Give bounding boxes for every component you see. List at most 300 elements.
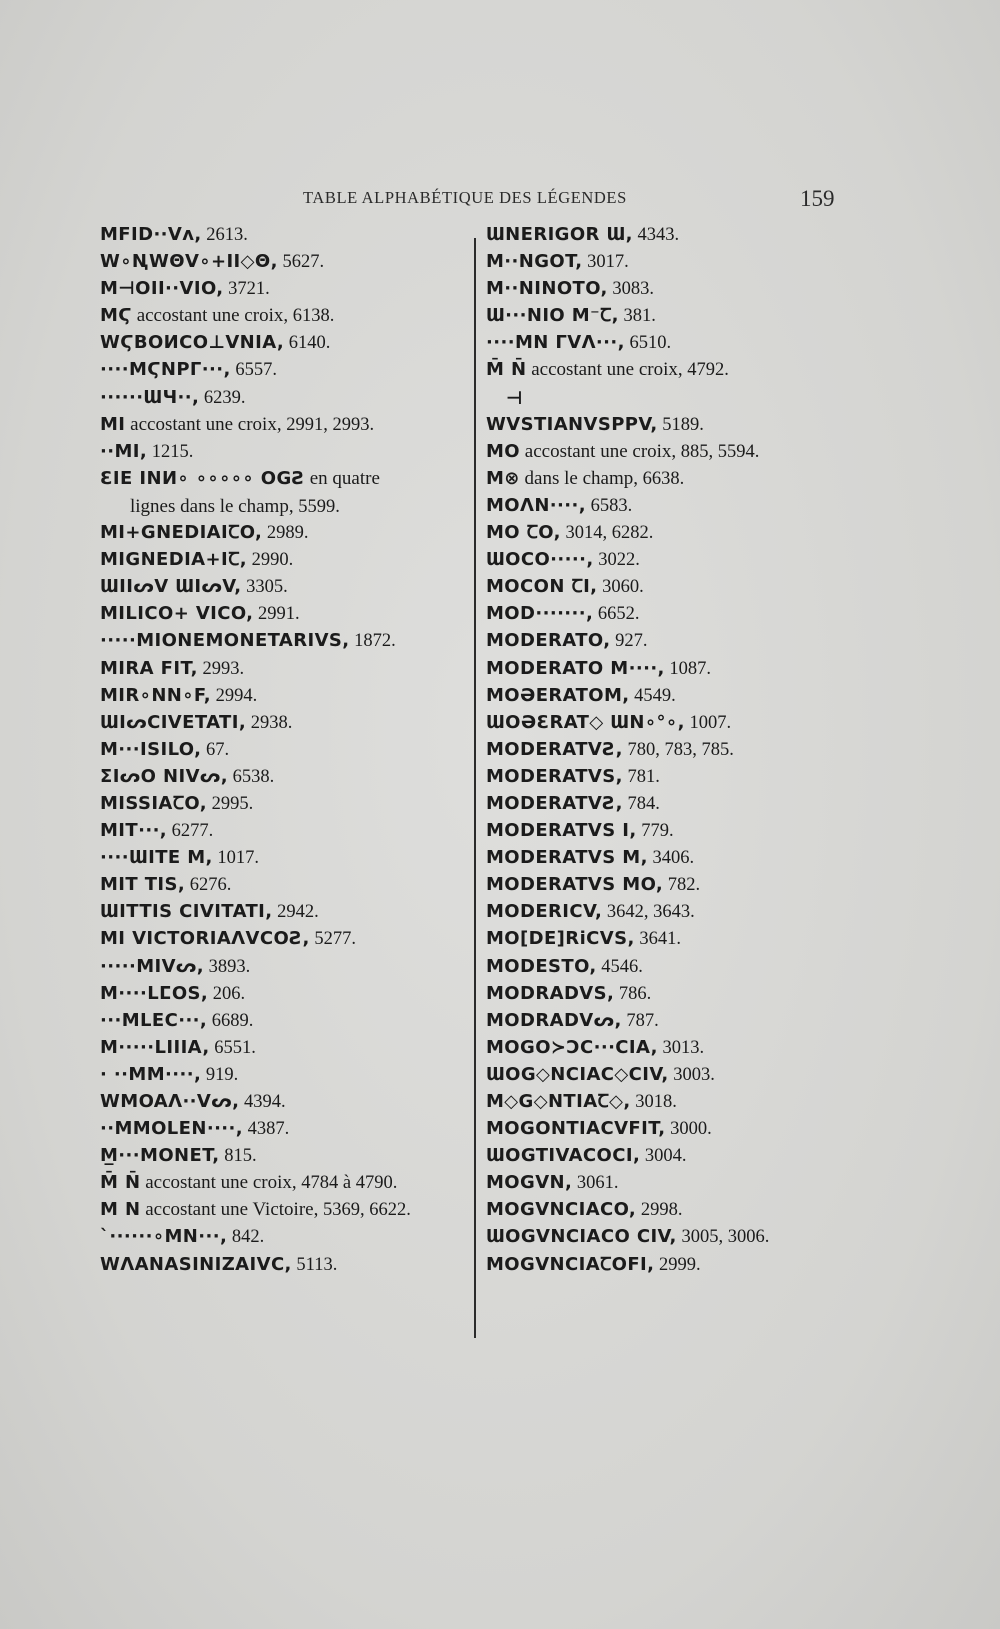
coin-reference: 782. [663,875,701,896]
entry-line [100,252,324,272]
legend-text: ƐIE INИ∘ ∘∘∘∘∘ OGƧ [100,467,305,489]
right-column [486,221,816,1278]
index-entry [486,1169,816,1196]
legend-text: M⊗ [486,467,520,489]
entry-line [100,604,300,624]
coin-reference: 6689. [207,1010,254,1031]
coin-reference: 781. [622,766,660,787]
coin-reference: 3005, 3006. [676,1227,770,1248]
legend-text: ƜOGTIVACOCI, [486,1145,641,1167]
index-entry [100,1251,470,1278]
entry-line [100,442,193,462]
index-entry [486,302,816,329]
index-entry [100,1223,470,1250]
legend-text: WϚBOИCO⊥VNIA, [100,332,285,354]
legend-text: MI+GNEDIAIꞆO, [100,522,263,544]
legend-text: MOΛN····, [486,494,586,516]
legend-text: MOGVNCIACO, [486,1199,637,1221]
entry-line [486,1173,618,1193]
legend-text: ƜNERIGOR Ɯ, [486,224,633,245]
legend-text: MODESTO, [486,955,597,977]
legend-text: MODRADVS, [486,982,615,1004]
index-entry [486,790,816,817]
entry-description: accostant une croix, [140,1172,297,1194]
coin-reference: 67. [201,739,230,760]
coin-reference: 6638. [637,468,685,489]
coin-reference: 787. [621,1010,659,1031]
entry-description: accostant une croix, [125,413,282,435]
coin-reference: 2991. [253,604,300,625]
entry-line [486,631,647,651]
entry-line [486,1119,712,1139]
legend-text: MϚ [100,305,132,327]
index-entry [100,465,470,519]
legend-text: M···ISILO, [100,738,202,760]
legend-text: ····MϚNPΓ···, [100,359,231,381]
column-divider [474,238,476,1338]
index-entry [486,438,816,465]
coin-reference: 5599. [293,496,340,517]
entry-description: accostant une croix, [131,305,289,327]
index-entry [486,736,816,763]
index-entry [486,519,816,546]
coin-reference: 786. [614,983,652,1004]
coin-reference: 3406. [647,848,695,869]
entry-line [486,767,660,787]
index-entry [100,248,470,275]
page-header [0,186,1000,216]
index-entry [100,384,470,411]
entry-line [100,523,309,543]
index-entry [100,1169,470,1196]
index-entry [486,709,816,736]
coin-reference: 206. [208,983,246,1004]
legend-text: MODERATVƧ, [486,792,623,814]
legend-text: ƜOCO·····, [486,549,594,571]
index-entry [100,925,470,952]
entry-line [100,1038,256,1058]
entry-line [100,306,334,326]
index-entry [100,600,470,627]
coin-reference: 4546. [596,956,643,977]
coin-reference: 6652. [593,604,640,625]
index-entry [100,898,470,925]
coin-reference: 6239. [199,387,246,408]
index-entry [100,709,470,736]
index-entry [486,1223,816,1250]
entry-line [486,848,694,868]
legend-text: MODERATVS, [486,765,623,787]
entry-description: dans le champ, [519,467,638,489]
index-entry [100,980,470,1007]
coin-reference: 1872. [349,631,396,652]
coin-reference: 1007. [684,712,732,733]
legend-text: MOD·······, [486,603,594,625]
coin-reference: 3060. [597,577,644,598]
coin-reference: 6538. [227,766,275,787]
index-entry [100,1115,470,1142]
index-entry [100,817,470,844]
page-number: 159 [800,186,835,211]
legend-text: ···MLEC···, [100,1009,208,1031]
index-entry [100,438,470,465]
entry-line [100,740,229,760]
coin-reference: 381. [618,306,656,327]
continuation-text: lignes dans le champ, [130,495,294,517]
index-entry [100,1142,470,1169]
entry-line [486,252,629,272]
legend-text: ƜOGVNCIACO CIV, [486,1226,677,1248]
entry-line [486,1200,682,1220]
entry-line [100,794,253,814]
index-entry [486,1061,816,1088]
entry-line [486,469,684,489]
entry-line [100,984,245,1004]
index-entry [486,817,816,844]
index-entry [100,1034,470,1061]
index-entry [486,953,816,980]
entry-line [100,957,250,977]
coin-reference: 815. [219,1146,257,1167]
index-entry [486,682,816,709]
entry-continuation: ⊣ [506,387,523,409]
entry-line [486,306,656,326]
entry-line [100,686,257,706]
entry-line [486,604,640,624]
index-entry [486,1251,816,1278]
coin-reference: 1215. [147,441,194,462]
legend-text: MFID··Vᴧ, [100,224,202,245]
legend-text: MOGVNCIAꞆOFI, [486,1253,655,1275]
coin-reference: 2613. [201,225,248,245]
legend-text: M··NINOTO, [486,278,608,300]
coin-reference: 6138. [288,306,335,327]
entry-line [100,1255,337,1275]
coin-reference: 3014, 6282. [560,523,654,544]
legend-text: MO ꞆO, [486,522,561,544]
index-entry [100,953,470,980]
index-entry [100,790,470,817]
index-entry [100,302,470,329]
index-entry [486,1007,816,1034]
entry-line [100,713,292,733]
entry-line [100,360,277,380]
index-entry [486,329,816,356]
legend-text: MO [486,440,521,462]
index-entry [486,980,816,1007]
legend-text: ·····MIONEMONETARIVS, [100,630,350,652]
legend-text: MOGO≻ƆC···CIA, [486,1036,658,1058]
coin-reference: 927. [610,631,648,652]
index-entry [486,655,816,682]
index-entry [100,844,470,871]
coin-reference: 3018. [630,1092,677,1112]
entry-line [100,1200,411,1220]
coin-reference: 6510. [624,333,672,354]
entry-line [100,550,293,570]
entry-line [100,929,356,949]
coin-reference: 2938. [246,712,293,733]
index-entry [100,1196,470,1223]
legend-text: MIT···, [100,820,168,842]
coin-reference: 4394. [239,1092,286,1112]
coin-reference: 5627. [277,252,325,273]
coin-reference: 885, 5594. [676,441,760,462]
index-entry [486,1196,816,1223]
entry-line [100,469,380,489]
entry-line [486,875,700,895]
index-entry [100,627,470,654]
legend-text: MO[DE]RiCVS, [486,928,635,950]
legend-text: ··MI, [100,440,148,462]
entry-continuation [100,493,470,521]
index-entry [486,844,816,871]
legend-text: MILICO+ VICO, [100,603,254,625]
coin-reference: 3893. [204,956,251,977]
entry-description: accostant une croix, [526,359,683,381]
index-entry [486,248,816,275]
legend-text: ·····MIVᔕ, [100,955,205,977]
coin-reference: 3017. [582,252,629,273]
entry-line [100,902,319,922]
entry-line [486,1227,769,1247]
entry-line [100,1011,253,1031]
legend-text: MOGVN, [486,1172,573,1194]
running-title: TABLE ALPHABÉTIQUE DES LÉGENDES [303,188,627,207]
entry-line [100,821,213,841]
legend-text: MIR∘NN∘F, [100,684,211,706]
index-entry [100,871,470,898]
entry-line [486,550,640,570]
coin-reference: 6277. [167,821,214,842]
coin-reference: 4343. [632,225,680,245]
index-entry [486,925,816,952]
entry-line [100,875,231,895]
coin-reference: 2990. [246,550,294,571]
entry-line [486,984,651,1004]
index-entry [486,465,816,492]
index-entry [486,1142,816,1169]
legend-text: W∘ꞐWΘV∘+II◇Θ, [100,251,278,273]
coin-reference: 4387. [243,1119,290,1140]
index-entry [100,411,470,438]
entry-description: accostant une croix, [520,440,677,462]
entry-line [100,631,396,651]
index-entry [486,1088,816,1115]
coin-reference: 6276. [185,875,232,896]
entry-line [100,767,274,787]
index-entry [486,492,816,519]
coin-reference: 3083. [607,279,654,300]
coin-reference: 784. [622,793,660,814]
coin-reference: 779. [636,821,674,842]
coin-reference: 2942. [272,902,319,923]
entry-line [486,659,711,679]
entry-line [486,1092,677,1112]
index-entry [486,411,816,438]
entry-line [486,1011,659,1031]
legend-text: MODRADVᔕ, [486,1009,622,1031]
legend-text: MODERATVƧ, [486,738,623,760]
coin-reference: 780, 783, 785. [622,739,734,760]
index-entry [100,1007,470,1034]
entry-line [100,388,246,408]
entry-line [486,360,729,380]
legend-text: M̄ N̄ [486,359,527,381]
coin-reference: 6551. [209,1037,256,1058]
legend-text: ····MN ΓVΛ···, [486,332,625,354]
coin-reference: 2999. [654,1254,701,1275]
legend-text: MI [100,413,126,435]
entry-line [100,225,248,245]
legend-text: ƜITTIS CIVITATI, [100,901,273,923]
legend-text: MODERATVS M, [486,847,648,869]
coin-reference: 4784 à 4790. [296,1173,398,1194]
legend-text: ƜIIᔕV ƜIᔕV, [100,576,242,598]
coin-reference: 2991, 2993. [281,414,375,435]
coin-reference: 6140. [284,333,331,354]
legend-text: ƜIᔕCIVETATI, [100,711,247,733]
index-entry [100,1088,470,1115]
entry-line [486,577,644,597]
entry-line [100,659,244,679]
entry-description: en quatre [305,467,380,489]
index-entry [100,763,470,790]
entry-line [486,1038,704,1058]
entry-description: accostant une Victoire, [140,1199,319,1221]
entry-line [486,957,643,977]
left-column [100,221,470,1278]
legend-text: ····ƜITE M, [100,847,213,869]
coin-reference: 3004. [640,1146,687,1167]
legend-text: MIT TIS, [100,874,186,896]
legend-text: ƜOG◇NCIAC◇CIV, [486,1063,669,1085]
coin-reference: 842. [227,1227,265,1248]
entry-line [486,794,660,814]
entry-line [486,1146,686,1166]
index-entry [100,356,470,383]
coin-reference: 5113. [291,1254,338,1275]
index-entry [100,1061,470,1088]
entry-line [100,1146,257,1166]
legend-text: MODERATVS MO, [486,874,664,896]
legend-text: M····LⵎOS, [100,982,209,1004]
coin-reference: 3721. [223,279,270,300]
entry-line [486,821,674,841]
legend-text: ······ƜЧ··, [100,386,200,408]
entry-line [486,929,681,949]
legend-text: MOCON ꞆI, [486,576,598,598]
coin-reference: 6557. [230,360,278,381]
coin-reference: 3000. [665,1119,712,1140]
coin-reference: 5369, 6622. [318,1200,411,1221]
coin-reference: 2993. [197,658,245,679]
legend-text: MI VICTORIAΛVCOƧ, [100,928,310,950]
coin-reference: 2995. [206,793,254,814]
index-entry [486,898,816,925]
coin-reference: 2998. [636,1200,683,1221]
legend-text: WVSTIANVSPPV, [486,413,658,435]
coin-reference: 3642, 3643. [602,902,695,923]
entry-line [486,279,654,299]
coin-reference: 1017. [212,848,260,869]
coin-reference: 3003. [668,1064,715,1085]
coin-reference: 6583. [586,495,633,516]
entry-line [486,740,734,760]
legend-text: MODERATVS I, [486,820,637,842]
legend-text: MIRA FIT, [100,657,198,679]
index-entry [486,600,816,627]
legend-text: ΣIᔕO NIVᔕ, [100,765,228,787]
coin-reference: 1087. [664,658,712,679]
legend-text: MODERICV, [486,901,603,923]
index-entry [486,1034,816,1061]
index-entry [486,546,816,573]
entry-line [100,1065,238,1085]
index-entry [100,329,470,356]
legend-text: MODERATO M····, [486,657,665,679]
entry-line [486,686,676,706]
legend-text: `······∘MN···, [100,1226,228,1248]
index-entry [486,275,816,302]
entry-line [486,1255,701,1275]
legend-text: M·····LIIIA, [100,1036,210,1058]
index-entry [100,655,470,682]
index-entry [486,356,816,410]
entry-line [486,333,671,353]
legend-text: MOƏERATOM, [486,684,630,706]
coin-reference: 4549. [629,685,676,706]
index-entry [486,221,816,248]
entry-line [486,523,653,543]
legend-text: WΛANASINIZAIVC, [100,1253,292,1275]
entry-line [100,333,330,353]
entry-line [100,1227,264,1247]
entry-line [100,848,259,868]
coin-reference: 3061. [572,1173,619,1194]
legend-text: M⊣OII··VIO, [100,278,224,300]
index-entry [100,275,470,302]
entry-line [100,415,374,435]
index-entry [100,573,470,600]
index-entry [486,573,816,600]
index-entry [486,627,816,654]
legend-text: M◇G◇NTIAꞆ◇, [486,1091,631,1112]
coin-reference: 3305. [241,577,288,598]
index-entry [486,763,816,790]
index-entry [100,682,470,709]
coin-reference: 2989. [262,523,309,544]
entry-line [100,1173,397,1193]
index-entry [100,546,470,573]
coin-reference: 3013. [657,1037,705,1058]
index-entry [100,736,470,763]
legend-text: Ɯ···NIO M⁻Ꞇ, [486,305,619,327]
legend-text: MISSIAꞆO, [100,792,207,814]
entry-line [486,1065,715,1085]
index-entry [486,871,816,898]
entry-line [100,1092,286,1112]
coin-reference: 3641. [634,929,681,950]
legend-text: MOGONTIACVFIT, [486,1118,666,1140]
entry-line [486,442,759,462]
index-entry [486,1115,816,1142]
entry-line [486,902,695,922]
coin-reference: 3022. [593,550,640,571]
legend-text: ƜOƏƐRAT◇ ƜN∘°∘, [486,711,685,733]
index-entry [100,519,470,546]
legend-text: M̄ N̄ [100,1172,141,1194]
